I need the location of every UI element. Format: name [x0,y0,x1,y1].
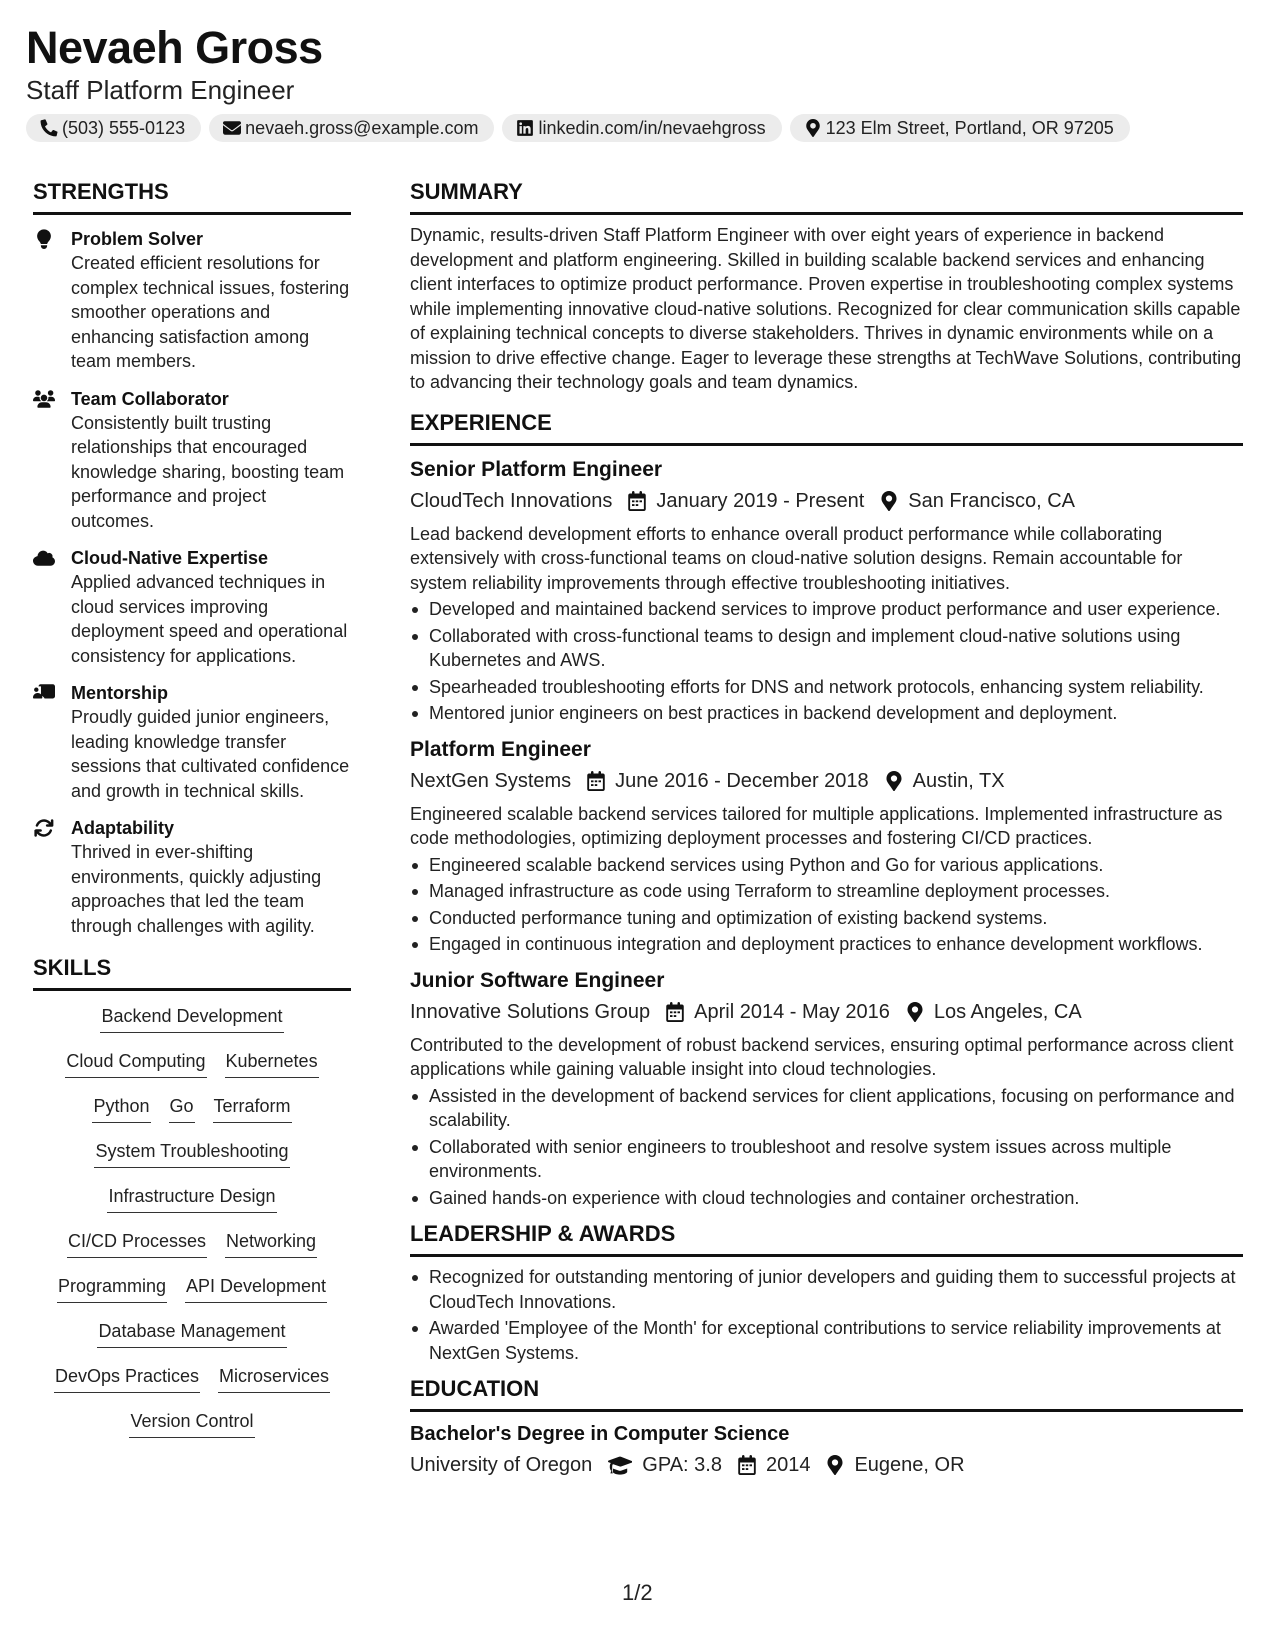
candidate-title: Staff Platform Engineer [26,75,295,105]
job-title: Senior Platform Engineer [410,457,663,481]
map-marker-icon [804,119,822,137]
strength-item [33,387,351,534]
skill-row [94,1140,289,1185]
job-entry [410,736,1243,957]
contact-linkedin-text: linkedin.com/in/nevaehgross [538,117,766,138]
contact-bar [26,114,1130,142]
job-location: Austin, TX [912,769,1005,792]
calendar-icon [738,1455,756,1475]
skill-tag: Terraform [213,1095,292,1123]
education-section [410,1375,1243,1480]
job-company: Innovative Solutions Group [410,1000,651,1023]
job-meta [410,997,1243,1027]
job-description: Engineered scalable backend services tailored for multiple applications. Implemented infrastructure as code methodologies, optimizing deployment processes and fostering CI/CD practices. [410,803,1223,848]
phone-icon [40,119,58,137]
chalkboard-teacher-icon [33,683,55,703]
calendar-icon [587,771,605,791]
skill-tag: Python [92,1095,150,1123]
skill-row [54,1365,330,1410]
contact-address[interactable] [790,114,1130,142]
strength-item [33,227,351,374]
education-location: Eugene, OR [854,1454,965,1476]
envelope-icon [223,119,241,137]
cloud-icon [33,548,55,568]
leadership-heading: LEADERSHIP & AWARDS [410,1220,1243,1257]
skill-row [65,1050,318,1095]
job-company: CloudTech Innovations [410,489,613,512]
list-item: Spearheaded troubleshooting efforts for DNS and network protocols, enhancing system reliability. [410,675,1243,700]
list-item: Gained hands-on experience with cloud technologies and container orchestration. [410,1186,1243,1211]
skill-row [97,1320,286,1365]
job-location: Los Angeles, CA [933,1000,1082,1023]
skill-tag: API Development [185,1275,327,1303]
skill-tag: System Troubleshooting [94,1140,289,1168]
summary-heading: SUMMARY [410,178,1243,215]
job-dates: January 2019 - Present [656,489,865,512]
job-meta [410,486,1243,516]
map-marker-icon [880,491,898,511]
strength-item [33,546,351,668]
job-title: Platform Engineer [410,737,591,761]
job-entry [410,967,1243,1211]
skill-tag: Kubernetes [225,1050,319,1078]
users-icon [33,389,55,409]
education-heading: EDUCATION [410,1375,1243,1412]
calendar-icon [628,491,646,511]
job-dates: June 2016 - December 2018 [615,769,869,792]
skill-tag: Backend Development [100,1005,283,1033]
summary-text: Dynamic, results-driven Staff Platform Engineer with over eight years of experience in backend development and platform engineering. Skilled in building scalable backend services and enhancing client interfaces to optimize product performance. Proven expertise in troubleshooting complex systems while implementing innovative cloud-native solutions. Recognized for clear communication skills capable of explaining technical concepts to diverse stakeholders. Thrives in dynamic environments while on a mission to drive effective change. Eager to leverage these strengths at TechWave Solutions, contributing to advancing their technology goals and team dynamics. [410,225,1242,392]
strength-title: Team Collaborator [71,388,229,409]
skill-tag: Microservices [218,1365,330,1393]
strength-item [33,816,351,938]
list-item: Recognized for outstanding mentoring of junior developers and guiding them to successful projects at CloudTech Innovations. [410,1265,1243,1314]
skill-tag: DevOps Practices [54,1365,200,1393]
job-location: San Francisco, CA [908,489,1075,512]
strength-title: Adaptability [71,818,175,838]
job-dates: April 2014 - May 2016 [694,1000,890,1023]
job-meta [410,766,1243,796]
education-meta [410,1450,1243,1480]
skill-row [92,1095,291,1140]
leadership-list [410,1265,1243,1365]
job-title: Junior Software Engineer [410,968,665,992]
job-bullets [410,597,1243,726]
job-entry [410,456,1243,726]
skill-tag: Database Management [97,1320,286,1348]
skills-list [33,1005,351,1455]
candidate-name: Nevaeh Gross [26,22,323,73]
job-bullets [410,853,1243,957]
list-item: Assisted in the development of backend services for client applications, focusing on performance and scalability. [410,1084,1243,1133]
left-column [33,178,351,1455]
list-item: Managed infrastructure as code using Terraform to streamline deployment processes. [410,879,1243,904]
contact-address-text: 123 Elm Street, Portland, OR 97205 [825,117,1114,138]
list-item: Mentored junior engineers on best practices in backend development and deployment. [410,701,1243,726]
strength-title: Mentorship [71,683,168,703]
skill-tag: Networking [225,1230,317,1258]
job-description: Contributed to the development of robust backend services, ensuring optimal performance across client applications while gaining valuable insight into cloud technologies. [410,1034,1234,1079]
strength-desc: Applied advanced techniques in cloud services improving deployment speed and operational consistency for applications. [71,572,348,666]
skills-section [33,954,351,1455]
list-item: Collaborated with cross-functional teams to design and implement cloud-native solutions using Kubernetes and AWS. [410,624,1243,673]
strengths-heading: STRENGTHS [33,178,351,215]
lightbulb-icon [33,229,55,249]
linkedin-icon [516,119,534,137]
strength-title: Cloud-Native Expertise [71,548,269,568]
skill-tag: Go [169,1095,195,1123]
strength-title: Problem Solver [71,229,204,249]
education-year: 2014 [765,1454,811,1476]
education-degree: Bachelor's Degree in Computer Science [410,1423,790,1445]
contact-email-text: nevaeh.gross@example.com [245,117,479,138]
strength-desc: Consistently built trusting relationships that encouraged knowledge sharing, boosting team performance and project outcomes. [71,412,345,531]
strengths-list [33,227,351,938]
skill-tag: Cloud Computing [65,1050,206,1078]
leadership-section [410,1220,1243,1365]
skill-row [107,1185,276,1230]
list-item: Developed and maintained backend services to improve product performance and user experience. [410,597,1243,622]
skill-tag: Infrastructure Design [107,1185,276,1213]
page-number: 1/2 [622,1580,653,1605]
skill-tag: Version Control [129,1410,254,1438]
education-school: University of Oregon [410,1454,593,1476]
job-description: Lead backend development efforts to enhance overall product performance while collaborating extensively with cross-functional teams on cloud-native solution designs. Remain accountable for system reliability improvements through effective troubleshooting initiatives. [410,523,1183,593]
sync-icon [33,818,55,838]
list-item: Engaged in continuous integration and deployment practices to enhance development workflows. [410,932,1243,957]
skill-row [100,1005,283,1050]
map-marker-icon [906,1002,924,1022]
contact-phone-text: (503) 555-0123 [62,117,186,138]
strength-desc: Thrived in ever-shifting environments, quickly adjusting approaches that led the team through challenges with agility. [71,842,322,936]
strength-desc: Proudly guided junior engineers, leading knowledge transfer sessions that cultivated confidence and growth in technical skills. [71,707,350,801]
contact-email[interactable] [209,114,494,142]
education-gpa: GPA: 3.8 [642,1454,722,1476]
list-item: Awarded 'Employee of the Month' for exceptional contributions to service reliability improvements at NextGen Systems. [410,1316,1243,1365]
skills-heading: SKILLS [33,954,351,991]
skill-row [57,1275,327,1320]
calendar-icon [666,1002,684,1022]
strength-item [33,681,351,803]
strength-desc: Created efficient resolutions for complex technical issues, fostering smoother operations and enhancing satisfaction among team members. [71,253,350,371]
list-item: Conducted performance tuning and optimization of existing backend systems. [410,906,1243,931]
contact-linkedin[interactable] [502,114,781,142]
list-item: Collaborated with senior engineers to troubleshoot and resolve system issues across multiple environments. [410,1135,1243,1184]
skill-tag: Programming [57,1275,167,1303]
graduation-cap-icon [608,1455,632,1475]
map-marker-icon [885,771,903,791]
list-item: Engineered scalable backend services using Python and Go for various applications. [410,853,1243,878]
skill-row [67,1230,317,1275]
map-marker-icon [826,1455,844,1475]
experience-section [410,409,1243,1211]
job-bullets [410,1084,1243,1211]
skill-row [129,1410,254,1455]
right-column [410,178,1243,1480]
job-company: NextGen Systems [410,769,572,792]
skill-tag: CI/CD Processes [67,1230,207,1258]
experience-heading: EXPERIENCE [410,409,1243,446]
contact-phone[interactable] [26,114,201,142]
